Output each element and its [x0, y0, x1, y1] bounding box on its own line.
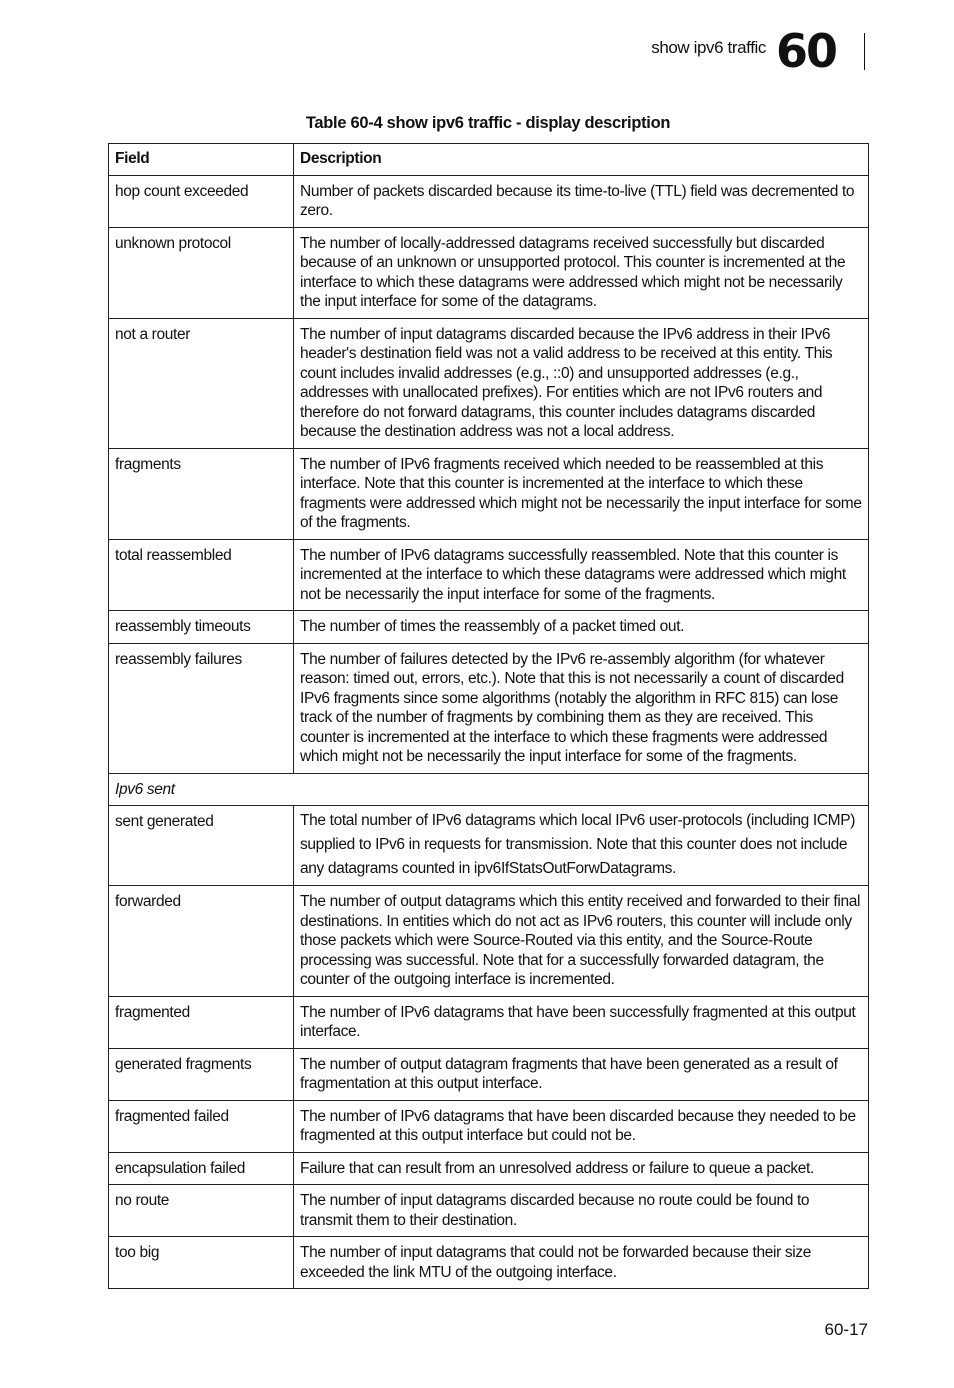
- table-row: [109, 539, 869, 611]
- description-cell: The number of failures detected by the IPv6 re-assembly algorithm (for whatever reason: timed out, errors, etc.). Note that this is not necessarily a count of discarded IPv6 fragments since some algorithms (notably the algorithm in RFC 815) can lose track of the number of fragments by combining them as they are received. This counter is incremented at the interface to which these fragments were addressed which might not be necessarily the input interface for some of the fragments.: [294, 643, 869, 773]
- description-cell: The number of locally-addressed datagrams received successfully but discarded because of an unknown or unsupported protocol. This counter is incremented at the interface to which these datagrams were addressed which might not be necessarily the input interface for some of the datagrams.: [294, 227, 869, 318]
- field-cell: generated fragments: [109, 1048, 294, 1100]
- field-cell: too big: [109, 1237, 294, 1289]
- table-row: [109, 318, 869, 448]
- field-cell: fragmented: [109, 996, 294, 1048]
- description-cell: The number of output datagrams which this entity received and forwarded to their final destinations. In entities which do not act as IPv6 routers, this counter will include only those packets which were Source-Routed via this entity, and the Source-Route processing was successful. Note that for a successfully forwarded datagram, the counter of the outgoing interface is incremented.: [294, 886, 869, 997]
- field-cell: fragmented failed: [109, 1100, 294, 1152]
- description-cell: The total number of IPv6 datagrams which local IPv6 user-protocols (including ICMP) supplied to IPv6 in requests for transmission. Note that this counter does not include any datagrams counted in ipv6IfStatsOutForwDatagrams.: [294, 806, 869, 886]
- description-table: [108, 143, 869, 1289]
- description-cell: The number of IPv6 datagrams successfully reassembled. Note that this counter is incremented at the interface to which these datagrams were addressed which might not be necessarily the input interface for some of the fragments.: [294, 539, 869, 611]
- table-row: [109, 175, 869, 227]
- column-header-field: Field: [109, 144, 294, 176]
- description-cell: The number of input datagrams discarded because no route could be found to transmit them to their destination.: [294, 1185, 869, 1237]
- table-row: [109, 806, 869, 886]
- description-cell: Failure that can result from an unresolved address or failure to queue a packet.: [294, 1152, 869, 1185]
- field-cell: reassembly timeouts: [109, 611, 294, 644]
- field-cell: no route: [109, 1185, 294, 1237]
- table-caption: Table 60-4 show ipv6 traffic - display description: [305, 114, 671, 132]
- description-cell: The number of output datagram fragments that have been generated as a result of fragmentation at this output interface.: [294, 1048, 869, 1100]
- description-cell: The number of input datagrams discarded because the IPv6 address in their IPv6 header's destination field was not a valid address to be received at this entity. This count includes invalid addresses (e.g., ::0) and unsupported addresses (e.g., addresses with unallocated prefixes). For entities which are not IPv6 routers and therefore do not forward datagrams, this counter includes datagrams discarded because the destination address was not a local address.: [294, 318, 869, 448]
- table-row: [109, 1100, 869, 1152]
- description-cell: The number of IPv6 datagrams that have been discarded because they needed to be fragmented at this output interface but could not be.: [294, 1100, 869, 1152]
- table-row: [109, 1185, 869, 1237]
- field-cell: encapsulation failed: [109, 1152, 294, 1185]
- description-cell: The number of times the reassembly of a packet timed out.: [294, 611, 869, 644]
- chapter-number: 60: [776, 24, 837, 78]
- column-header-description: Description: [294, 144, 869, 176]
- field-cell: fragments: [109, 448, 294, 539]
- table-row: [109, 996, 869, 1048]
- description-cell: The number of IPv6 datagrams that have been successfully fragmented at this output interface.: [294, 996, 869, 1048]
- table-row: [109, 611, 869, 644]
- description-cell: The number of IPv6 fragments received which needed to be reassembled at this interface. Note that this counter is incremented at the interface to which these fragments were addressed which might not be necessarily the input interface for some of the fragments.: [294, 448, 869, 539]
- table-row: [109, 1237, 869, 1289]
- section-row: [109, 773, 869, 806]
- table-row: [109, 1048, 869, 1100]
- field-cell: forwarded: [109, 886, 294, 997]
- table-row: [109, 643, 869, 773]
- page-number: 60-17: [824, 1320, 868, 1339]
- section-heading: Ipv6 sent: [109, 773, 869, 806]
- table-row: [109, 227, 869, 318]
- field-cell: hop count exceeded: [109, 175, 294, 227]
- field-cell: total reassembled: [109, 539, 294, 611]
- table-header-row: [109, 144, 869, 176]
- field-cell: not a router: [109, 318, 294, 448]
- table-row: [109, 448, 869, 539]
- running-title: show ipv6 traffic: [651, 38, 766, 57]
- description-cell: Number of packets discarded because its time-to-live (TTL) field was decremented to zero.: [294, 175, 869, 227]
- table-row: [109, 886, 869, 997]
- field-cell: sent generated: [109, 806, 294, 886]
- table-row: [109, 1152, 869, 1185]
- field-cell: reassembly failures: [109, 643, 294, 773]
- field-cell: unknown protocol: [109, 227, 294, 318]
- chapter-divider: [864, 33, 865, 70]
- description-cell: The number of input datagrams that could not be forwarded because their size exceeded the link MTU of the outgoing interface.: [294, 1237, 869, 1289]
